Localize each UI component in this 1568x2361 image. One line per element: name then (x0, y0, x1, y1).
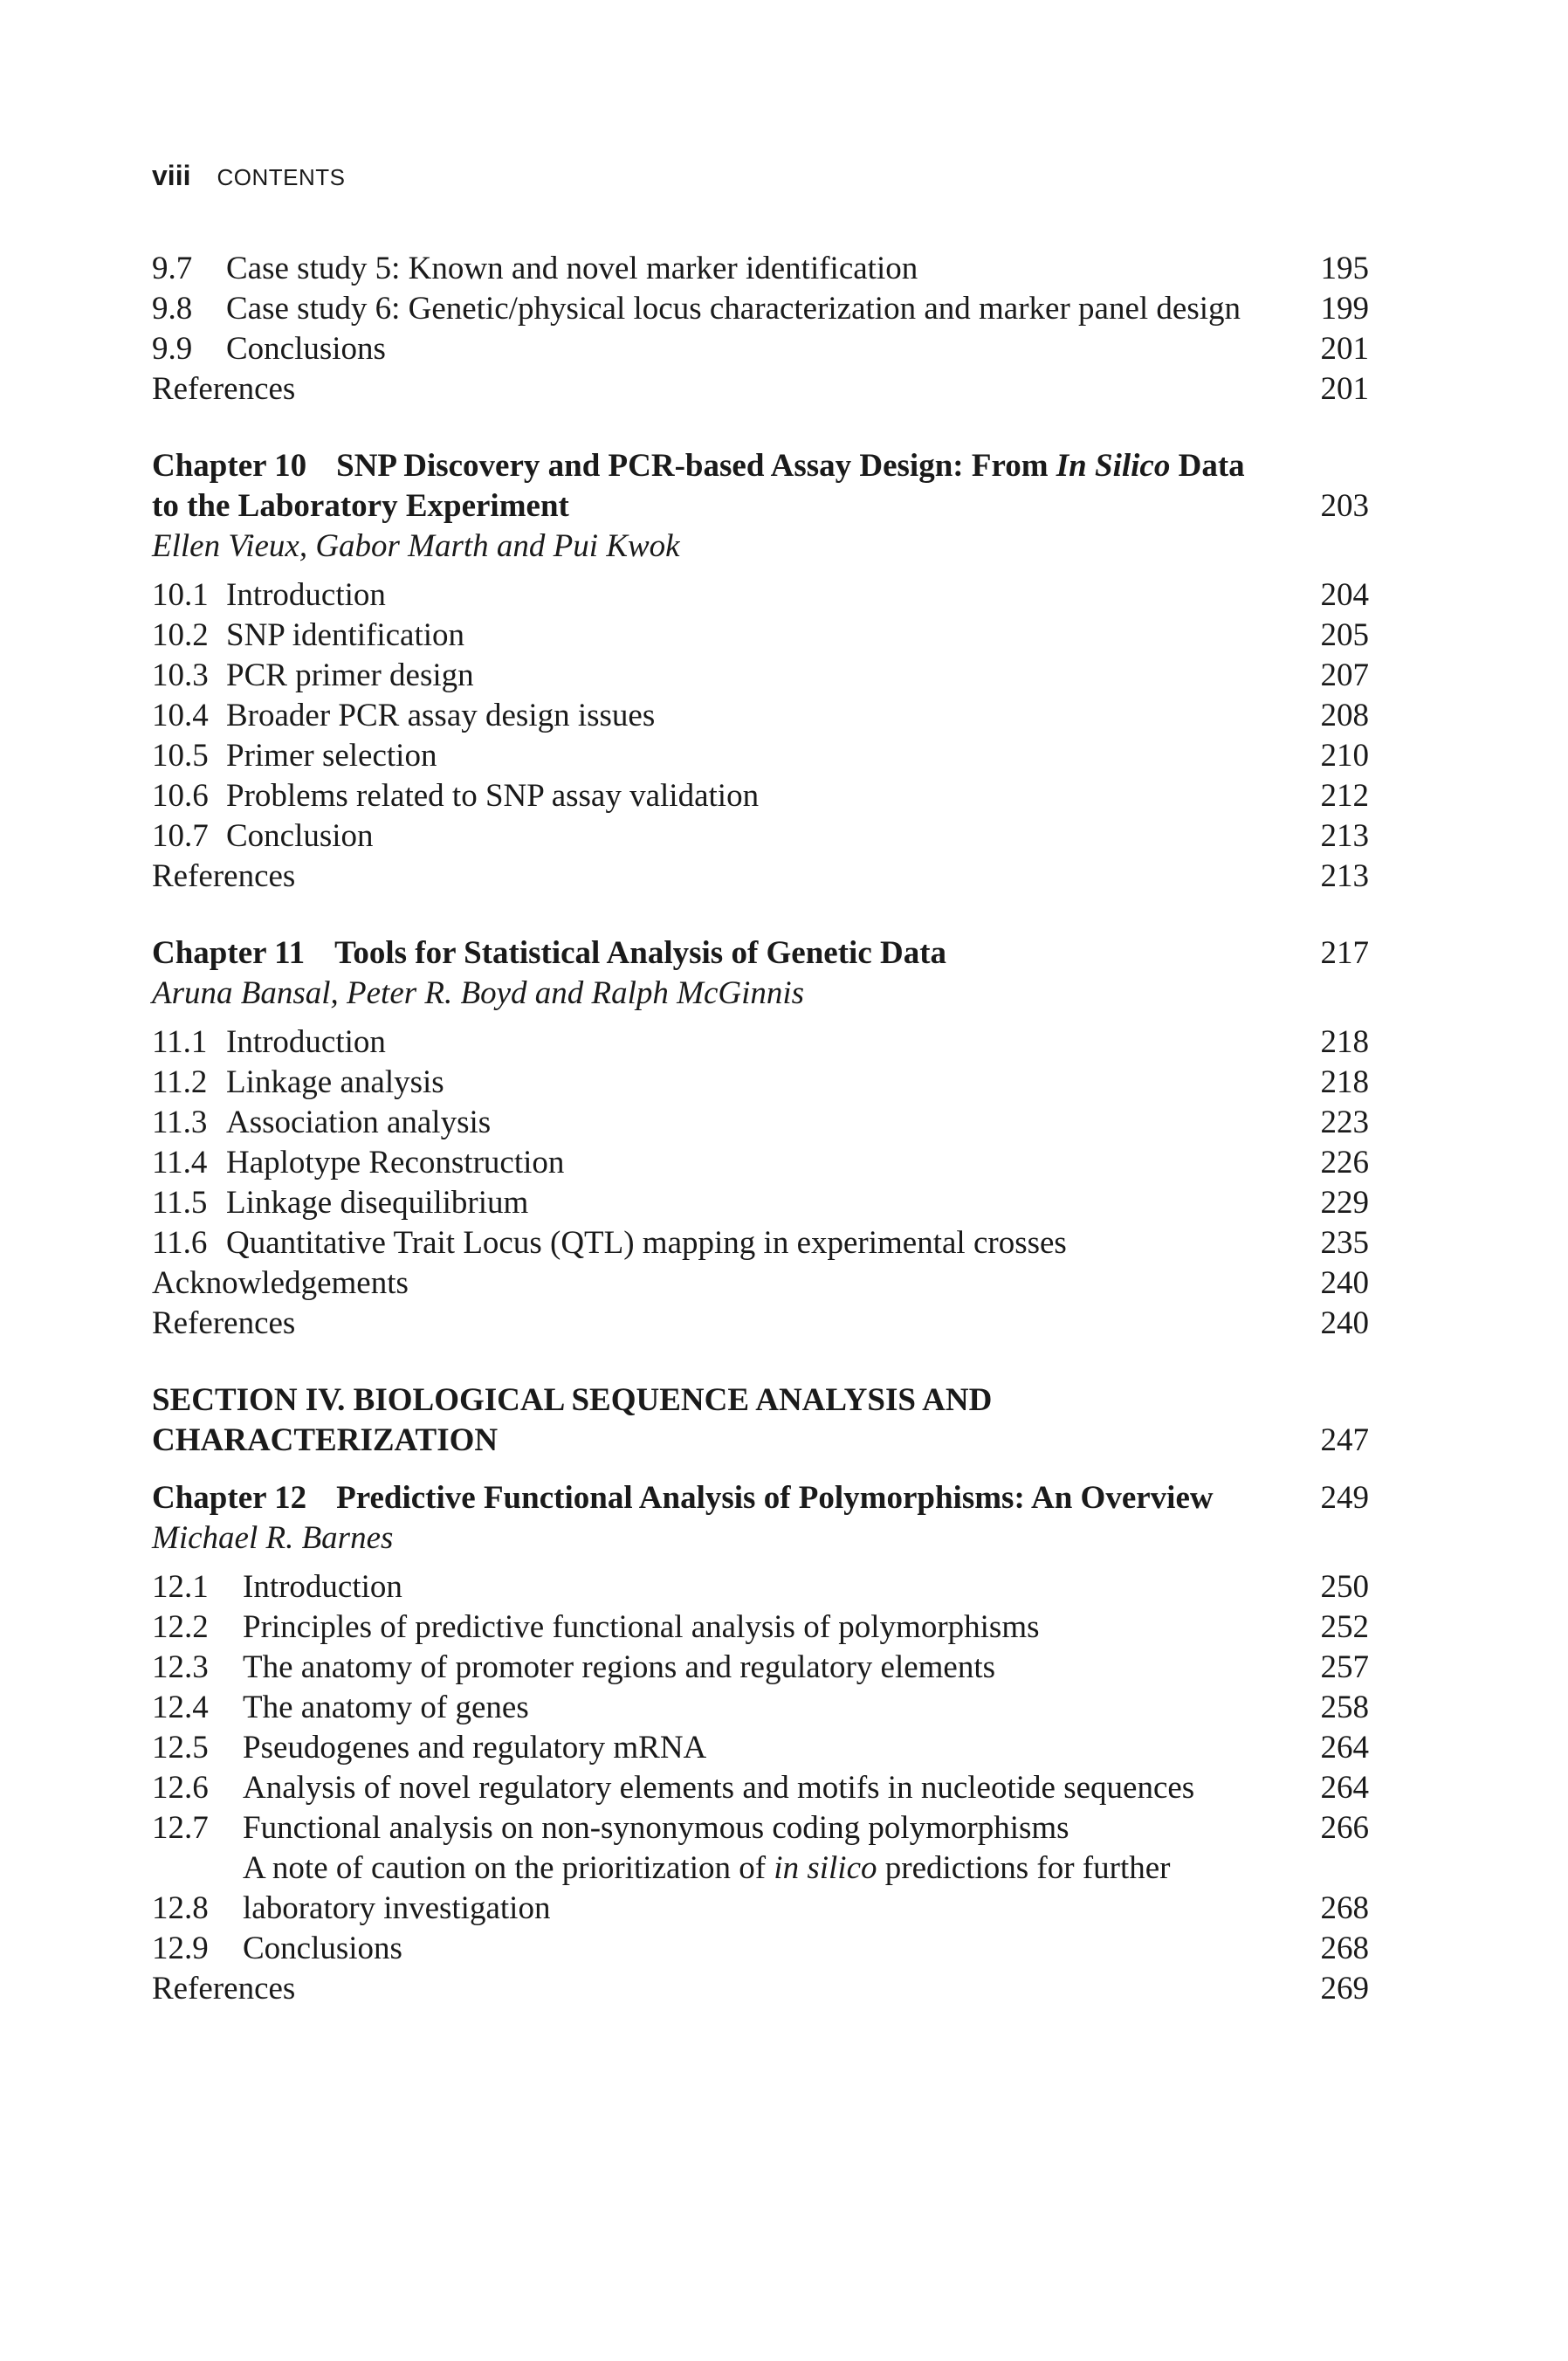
chapter-authors: Michael R. Barnes (152, 1520, 394, 1556)
entry-number: 10.5 (152, 738, 209, 774)
toc-entry (152, 1688, 1369, 1728)
entry-number: 10.6 (152, 778, 209, 814)
section-page: 247 (1320, 1422, 1369, 1458)
toc-entry (152, 289, 1369, 329)
section-title: SECTION IV. BIOLOGICAL SEQUENCE ANALYSIS AND CHARACTERIZATION (152, 1382, 993, 1458)
entry-title: Primer selection (226, 738, 437, 774)
entry-number: 11.4 (152, 1145, 208, 1180)
entry-title: Linkage disequilibrium (226, 1185, 529, 1221)
toc-references (152, 369, 1369, 410)
entry-number: 12.8 (152, 1890, 209, 1926)
entry-number: 11.3 (152, 1105, 208, 1140)
entry-page: 212 (1320, 778, 1369, 814)
chapter-title: Tools for Statistical Analysis of Genetic Data (334, 935, 947, 971)
running-head (152, 160, 345, 198)
chapter-page: 249 (1320, 1480, 1369, 1516)
acknowledgements-page: 240 (1320, 1265, 1369, 1301)
references-page: 201 (1320, 371, 1369, 407)
toc-entry (152, 1103, 1369, 1143)
toc-entry (152, 816, 1369, 857)
toc-entry (152, 776, 1369, 816)
references-page: 240 (1320, 1305, 1369, 1341)
chapter-title-part: Data to the Laboratory Experiment (152, 448, 1245, 524)
entry-number: 11.5 (152, 1185, 208, 1221)
entry-title-italic: in silico (774, 1850, 877, 1886)
toc-entry (152, 1929, 1369, 1969)
chapter-10-heading (152, 446, 1369, 527)
entry-title: Broader PCR assay design issues (226, 698, 656, 733)
entry-page: 204 (1320, 577, 1369, 613)
entry-page: 226 (1320, 1145, 1369, 1180)
toc-entry (152, 1063, 1369, 1103)
entry-number: 12.5 (152, 1730, 209, 1766)
references-label: References (152, 371, 296, 407)
entry-number: 10.7 (152, 818, 209, 854)
acknowledgements-label: Acknowledgements (152, 1265, 409, 1301)
entry-page: 201 (1320, 331, 1369, 367)
toc-entry (152, 329, 1369, 369)
references-label: References (152, 858, 296, 894)
toc-entry (152, 1768, 1369, 1808)
toc-entry (152, 1607, 1369, 1648)
entry-page: 223 (1320, 1105, 1369, 1140)
entry-page: 250 (1320, 1569, 1369, 1605)
entry-page: 235 (1320, 1225, 1369, 1261)
toc-entry (152, 696, 1369, 736)
toc-acknowledgements (152, 1263, 1369, 1304)
entry-title: Association analysis (226, 1105, 492, 1140)
entry-page: 207 (1320, 657, 1369, 693)
entry-number: 11.2 (152, 1064, 208, 1100)
entry-page: 195 (1320, 251, 1369, 286)
entry-title: The anatomy of genes (243, 1690, 529, 1725)
entry-title: Conclusion (226, 818, 374, 854)
toc-entry (152, 249, 1369, 289)
entry-page: 264 (1320, 1770, 1369, 1806)
table-of-contents (152, 249, 1369, 2009)
page-folio: viii (152, 160, 191, 191)
references-label: References (152, 1971, 296, 2007)
toc-entry (152, 575, 1369, 616)
toc-references (152, 1969, 1369, 2009)
chapter-label: Chapter 11 (152, 935, 306, 971)
toc-entry (152, 1022, 1369, 1063)
chapter-12-heading (152, 1478, 1369, 1518)
entry-title: Analysis of novel regulatory elements and motifs in nucleotide sequences (243, 1770, 1195, 1806)
entry-title: PCR primer design (226, 657, 474, 693)
entry-title: Quantitative Trait Locus (QTL) mapping in experimental crosses (226, 1225, 1067, 1261)
entry-number: 9.7 (152, 251, 193, 286)
entry-page: 252 (1320, 1609, 1369, 1645)
toc-entry (152, 1808, 1369, 1848)
entry-title: Problems related to SNP assay validation (226, 778, 760, 814)
entry-page: 258 (1320, 1690, 1369, 1725)
chapter-page: 217 (1320, 935, 1369, 971)
entry-number: 9.8 (152, 291, 193, 327)
chapter-authors: Ellen Vieux, Gabor Marth and Pui Kwok (152, 528, 680, 564)
entry-number: 12.6 (152, 1770, 209, 1806)
entry-page: 208 (1320, 698, 1369, 733)
chapter-label: Chapter 10 (152, 448, 307, 484)
entry-title: Case study 6: Genetic/physical locus characterization and marker panel design (226, 291, 1241, 327)
entry-title: Introduction (226, 1024, 386, 1060)
chapter-label: Chapter 12 (152, 1480, 307, 1516)
chapter-page: 203 (1320, 488, 1369, 524)
entry-number: 10.4 (152, 698, 209, 733)
entry-title: Introduction (243, 1569, 402, 1605)
references-page: 269 (1320, 1971, 1369, 2007)
references-page: 213 (1320, 858, 1369, 894)
entry-title: Conclusions (226, 331, 386, 367)
entry-number: 12.2 (152, 1609, 209, 1645)
entry-number: 12.9 (152, 1931, 209, 1966)
toc-entry (152, 656, 1369, 696)
entry-number: 9.9 (152, 331, 193, 367)
chapter-authors: Aruna Bansal, Peter R. Boyd and Ralph McGinnis (152, 975, 805, 1011)
chapter-11-heading (152, 933, 1369, 974)
toc-entry (152, 736, 1369, 776)
toc-entry (152, 616, 1369, 656)
toc-references (152, 857, 1369, 897)
entry-title: Functional analysis on non-synonymous coding polymorphisms (243, 1810, 1069, 1846)
chapter-title-part: SNP Discovery and PCR-based Assay Design: From (336, 448, 1056, 484)
entry-page: 218 (1320, 1064, 1369, 1100)
entry-page: 257 (1320, 1649, 1369, 1685)
toc-entry (152, 1567, 1369, 1607)
entry-title: SNP identification (226, 617, 465, 653)
entry-title: Case study 5: Known and novel marker identification (226, 251, 918, 286)
section-4-heading (152, 1380, 1369, 1461)
entry-number: 10.2 (152, 617, 209, 653)
entry-number: 12.7 (152, 1810, 209, 1846)
entry-title: The anatomy of promoter regions and regulatory elements (243, 1649, 996, 1685)
toc-entry (152, 1848, 1369, 1929)
entry-title: Pseudogenes and regulatory mRNA (243, 1730, 707, 1766)
entry-title-part: predictions for further laboratory investigation (243, 1850, 1171, 1926)
entry-title: Principles of predictive functional analysis of polymorphisms (243, 1609, 1040, 1645)
entry-number: 10.1 (152, 577, 209, 613)
entry-number: 12.4 (152, 1690, 209, 1725)
entry-page: 264 (1320, 1730, 1369, 1766)
entry-page: 210 (1320, 738, 1369, 774)
entry-title: Conclusions (243, 1931, 402, 1966)
toc-entry (152, 1223, 1369, 1263)
entry-title: Haplotype Reconstruction (226, 1145, 565, 1180)
toc-entry (152, 1728, 1369, 1768)
entry-number: 12.1 (152, 1569, 209, 1605)
entry-title-part: A note of caution on the prioritization of (243, 1850, 774, 1886)
toc-entry (152, 1648, 1369, 1688)
toc-references (152, 1304, 1369, 1344)
entry-title: Introduction (226, 577, 386, 613)
chapter-title-italic: In Silico (1056, 448, 1171, 484)
toc-entry (152, 1183, 1369, 1223)
chapter-title: Predictive Functional Analysis of Polymorphisms: An Overview (336, 1480, 1214, 1516)
entry-number: 10.3 (152, 657, 209, 693)
entry-number: 12.3 (152, 1649, 209, 1685)
references-label: References (152, 1305, 296, 1341)
entry-number: 11.6 (152, 1225, 208, 1261)
running-head-label: CONTENTS (217, 164, 346, 190)
entry-page: 229 (1320, 1185, 1369, 1221)
entry-page: 268 (1320, 1931, 1369, 1966)
entry-page: 205 (1320, 617, 1369, 653)
entry-page: 268 (1320, 1890, 1369, 1926)
entry-number: 11.1 (152, 1024, 208, 1060)
entry-title: Linkage analysis (226, 1064, 444, 1100)
entry-page: 266 (1320, 1810, 1369, 1846)
entry-page: 213 (1320, 818, 1369, 854)
toc-entry (152, 1143, 1369, 1183)
entry-page: 199 (1320, 291, 1369, 327)
entry-page: 218 (1320, 1024, 1369, 1060)
